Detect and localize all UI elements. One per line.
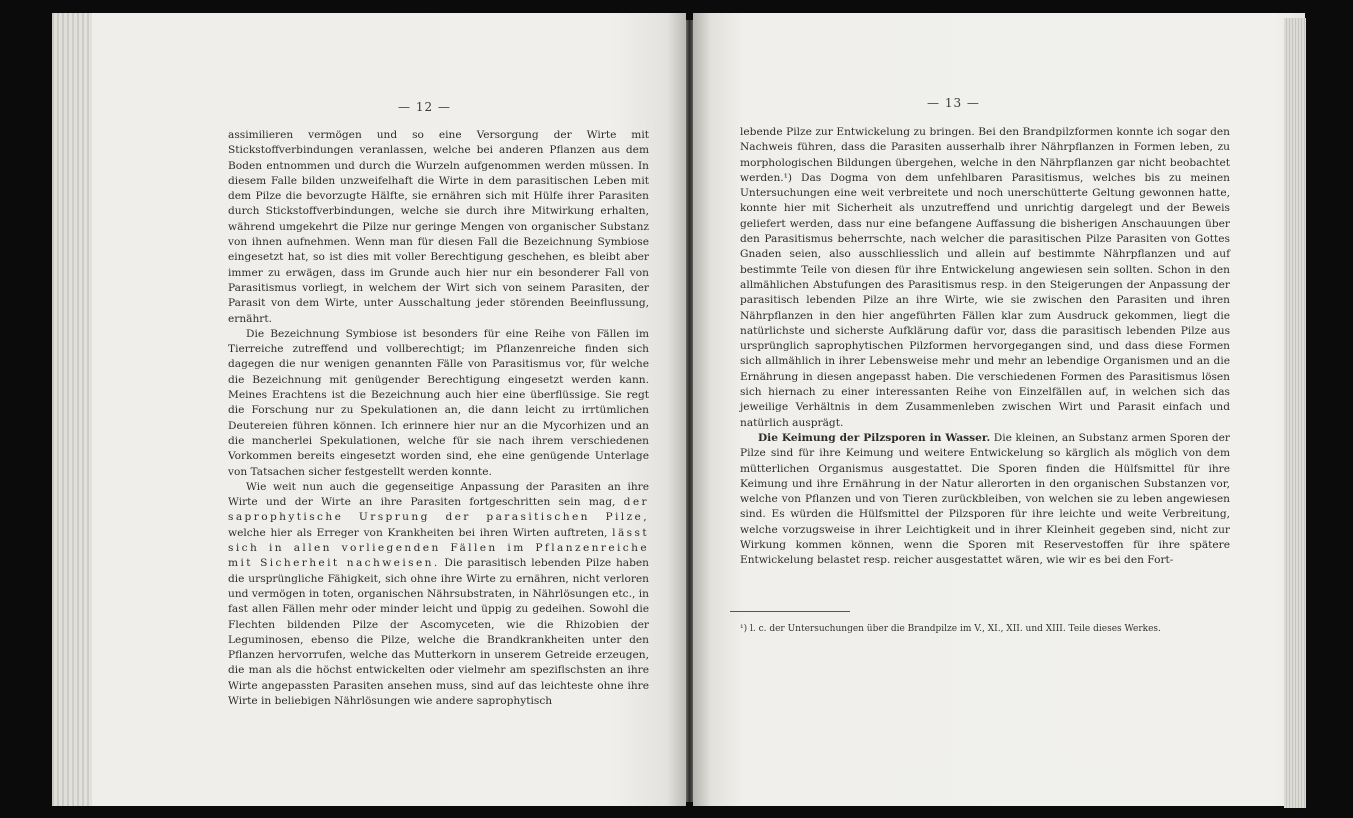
right-page-number: — 13 — (927, 96, 980, 110)
left-paragraph-1: assimilieren vermögen und so eine Versorgung der Wirte mit Stickstoffverbindungen veranlassen, welche bei anderen Pflanzen aus dem Boden entnommen und durch die Wurzeln aufgenommen werden müssen. In diesem Falle bilden unzweifelhaft die Wirte in dem parasitischen Leben mit dem Pilze die bevorzugte Hälfte, sie ernähren sich mit Hülfe ihrer Parasiten durch Stickstoffverbindungen, welche sie durch ihre Mitwirkung erhalten, während umgekehrt die Pilze nur geringe Mengen von organischer Substanz von ihnen aufnehmen. Wenn man für diesen Fall die Bezeichnung Symbiose eingesetzt hat, so ist dies mit voller Berechtigung geschehen, es bleibt aber immer zu erwägen, dass im Grunde auch hier nur ein besonderer Fall von Parasitismus vorliegt, in welchem der Wirt sich von seinem Parasiten, der Parasit von dem Wirte, unter Ausschaltung jeder störenden Beeinflussung, ernährt. (228, 129, 649, 325)
left-paragraph-3-emphasis-1: der saprophytische Ursprung der parasitischen Pilze, (228, 496, 649, 524)
left-page-number: — 12 — (398, 100, 451, 114)
left-paragraph-3-emphasis-2: lässt sich in allen vorliegenden Fällen im Pflanzenreiche mit Sicherheit nachweisen. (228, 526, 650, 570)
left-paragraph-2: Die Bezeichnung Symbiose ist besonders für eine Reihe von Fällen im Tierreiche zutreffend und vollberechtigt; im Pflanzenreiche finden sich dagegen die nur wenigen genannten Fälle von Parasitismus vor, für welche die Bezeichnung mit genügender Berechtigung eingesetzt werden kann. Meines Erachtens ist die Bezeichnung auch hier eine überflüssige. Sie regt die Forschung nur zu Spekulationen an, die dann leicht zu irrtümlichen Deutereien führen können. Ich erinnere hier nur an die Mycorhizen und an die mancherlei Spekulationen, welche für sie nach ihrem verschiedenen Vorkommen bereits eingesetzt worden sind, ehe eine genügende Unterlage von Tatsachen sicher festgestellt werden konnte. (228, 327, 649, 478)
left-page-text (228, 128, 649, 709)
right-paragraph-2 (740, 431, 1230, 569)
left-page-edges (52, 13, 92, 806)
book-gutter (686, 20, 693, 802)
right-page-text (740, 125, 1230, 569)
footnote-rule (730, 611, 850, 612)
left-paragraph-3 (228, 480, 649, 709)
right-paragraph-1: lebende Pilze zur Entwickelung zu bringen. Bei den Brandpilzformen konnte ich sogar den Nachweis führen, dass die Parasiten ausserhalb ihrer Nährpflanzen in Formen leben, zu morphologischen Bildungen übergehen, welche in den Nährpflanzen gar nicht beobachtet werden.¹) Das Dogma von dem unfehlbaren Parasitismus, welches bis zu meinen Untersuchungen eine weit verbreitete und noch unerschütterte Geltung gewonnen hatte, konnte hier mit Sicherheit als unzutreffend und unrichtig dargelegt und der Beweis geliefert werden, dass nur eine befangene Auffassung die bisherigen Anschauungen über den Parasitismus beherrschte, nach welcher die parasitischen Pilze Parasiten von Gottes Gnaden seien, also ausschliesslich und allein auf bestimmte Nährpflanzen und auf bestimmte Teile von diesen für ihre Entwickelung angewiesen sein sollten. Schon in den allmählichen Abstufungen des Parasitismus resp. in den Steigerungen der Anpassung der parasitisch lebenden Pilze an ihre Wirte, wie sie zwischen den Parasiten und ihren Nährpflanzen in den hier angeführten Fällen klar zum Ausdruck gekommen, liegt die natürlichste und sicherste Aufklärung dafür vor, dass die parasitisch lebenden Pilze aus ursprünglich saprophytischen Pilzformen hervorgegangen sind, und dass diese Formen sich allmählich in ihrer Lebensweise mehr und mehr an lebendige Organismen und an die Ernährung in diesen angepasst haben. Die verschiedenen Formen des Parasitismus lösen sich hiernach zu einer interessanten Reihe von Einzelfällen auf, in welchen sich das jeweilige Verhältnis in dem Zusammenleben zwischen Wirt und Parasit einfach und natürlich ausprägt. (740, 126, 1230, 429)
right-paragraph-2-body: Die kleinen, an Substanz armen Sporen der Pilze sind für ihre Keimung und weitere Entwickelung so kärglich als möglich von dem mütterlichen Organismus ausgestattet. Die Sporen finden die Hülfsmittel für ihre Keimung und ihre Ernährung in der Natur allerorten in den organischen Substanzen vor, welche von Pflanzen und von Tieren zurückbleiben, von welchen sie zu leben angewiesen sind. Es würden die Hülfsmittel der Pilzsporen für ihre leichte und weite Verbreitung, welche vorzugsweise in ihrer Leichtigkeit und in ihrer Kleinheit gegeben sind, nicht zur Wirkung kommen können, wenn die Sporen mit Reservestoffen für ihre spätere Entwickelung belastet resp. reicher ausgestattet wären, wie wir es bei den Fort- (740, 431, 1230, 567)
left-paragraph-3-mid: welche hier als Erreger von Krankheiten bei ihren Wirten auftreten, (228, 526, 608, 539)
footnote: ¹) l. c. der Untersuchungen über die Brandpilze im V., XI., XII. und XIII. Teile dieses Werkes. (740, 624, 1161, 634)
left-paragraph-3-intro: Wie weit nun auch die gegenseitige Anpassung der Parasiten an ihre Wirte und der Wirte an ihre Parasiten fortgeschritten sein mag, (228, 480, 649, 509)
left-paragraph-3-rest: Die parasitisch lebenden Pilze haben die ursprüngliche Fähigkeit, sich ohne ihre Wirte zu ernähren, nicht verloren und vermögen in toten, organischen Nährsubstraten, in Nährlösungen etc., in fast allen Fällen mehr oder minder leicht und üppig zu gedeihen. Sowohl die Flechten bildenden Pilze der Ascomyceten, wie die Rhizobien der Leguminosen, ebenso die Pilze, welche die Brandkrankheiten unter den Pflanzen hervorrufen, welche das Mutterkorn in unserem Getreide erzeugen, die man als die höchst entwickelten oder vielmehr am speziflschsten an ihre Wirte angepassten Parasiten ansehen muss, sind auf das leichteste ohne ihre Wirte in beliebigen Nährlösungen wie andere saprophytisch (228, 557, 649, 707)
right-page-edges (1284, 18, 1306, 808)
section-heading: Die Keimung der Pilzsporen in Wasser. (758, 431, 991, 444)
